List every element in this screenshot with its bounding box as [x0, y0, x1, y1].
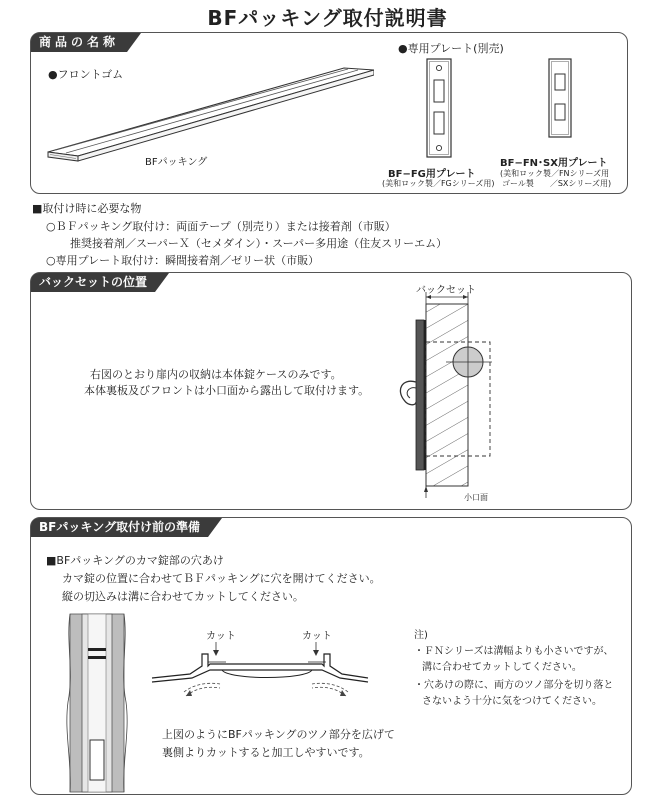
- edge-label: 小口面: [464, 493, 488, 502]
- prep-tab: BFパッキング取付け前の準備: [31, 518, 208, 537]
- required-heading: ■取付け時に必要な物: [32, 202, 142, 215]
- plate-heading: ●専用プレート(別売): [398, 42, 504, 55]
- cut-label-left: カット: [206, 631, 236, 642]
- prep-heading: ■BFパッキングのカマ錠部の穴あけ: [46, 554, 224, 567]
- fn-plate-sub2: ゴール製 ／SXシリーズ用): [502, 179, 612, 188]
- prep-text-2: 縦の切込みは溝に合わせてカットしてください。: [62, 590, 304, 603]
- fg-plate-illustration: [426, 58, 452, 158]
- packing-illustration: [44, 60, 374, 165]
- backset-text-2: 本体裏板及びフロントは小口面から露出して取付けます。: [84, 384, 370, 397]
- product-names-tab: 商品の名称: [31, 33, 127, 52]
- fg-plate-sub: (美和ロック製／FGシリーズ用): [382, 179, 495, 188]
- cut-cross-section: [150, 640, 370, 702]
- backset-label: バックセット: [416, 285, 476, 296]
- prep-text-1: カマ錠の位置に合わせてＢＦパッキングに穴を開けてください。: [62, 572, 381, 585]
- note-1a: ・ＦＮシリーズは溝幅よりも小さいですが、: [414, 646, 614, 657]
- packing-strip-illustration: [64, 612, 134, 794]
- required-line-2: 推奨接着剤／スーパーＸ（セメダイン）・スーパー多用途（住友スリーエム）: [70, 237, 448, 250]
- backset-text-1: 右図のとおり扉内の収納は本体錠ケースのみです。: [90, 368, 342, 381]
- fn-plate-name: BF−FN･SX用プレート: [500, 158, 608, 169]
- cut-label-right: カット: [302, 631, 332, 642]
- fn-plate-sub1: (美和ロック製／FNシリーズ用: [500, 169, 610, 178]
- prep-caption-2: 裏側よりカットすると加工しやすいです。: [162, 746, 370, 759]
- front-rubber-label: ●フロントゴム: [48, 68, 124, 81]
- backset-diagram: [380, 290, 500, 502]
- packing-label: BFパッキング: [145, 157, 208, 168]
- note-2a: ・穴あけの際に、両方のツノ部分を切り落と: [414, 680, 614, 691]
- fn-plate-illustration: [548, 58, 572, 138]
- fg-plate-name: BF−FG用プレート: [388, 169, 476, 180]
- prep-caption-1: 上図のようにBFパッキングのツノ部分を広げて: [162, 728, 395, 741]
- note-1b: 溝に合わせてカットしてください。: [422, 662, 582, 673]
- note-title: 注): [414, 630, 428, 641]
- required-line-3: ○専用プレート取付け：瞬間接着剤／ゼリー状（市販）: [46, 254, 320, 267]
- note-2b: さないよう十分に気をつけてください。: [422, 696, 602, 707]
- required-line-1: ○ＢＦパッキング取付け：両面テープ（別売り）または接着剤（市販）: [46, 220, 396, 233]
- backset-tab: バックセットの位置: [31, 273, 155, 292]
- page-title: BFパッキング取付説明書: [207, 6, 448, 30]
